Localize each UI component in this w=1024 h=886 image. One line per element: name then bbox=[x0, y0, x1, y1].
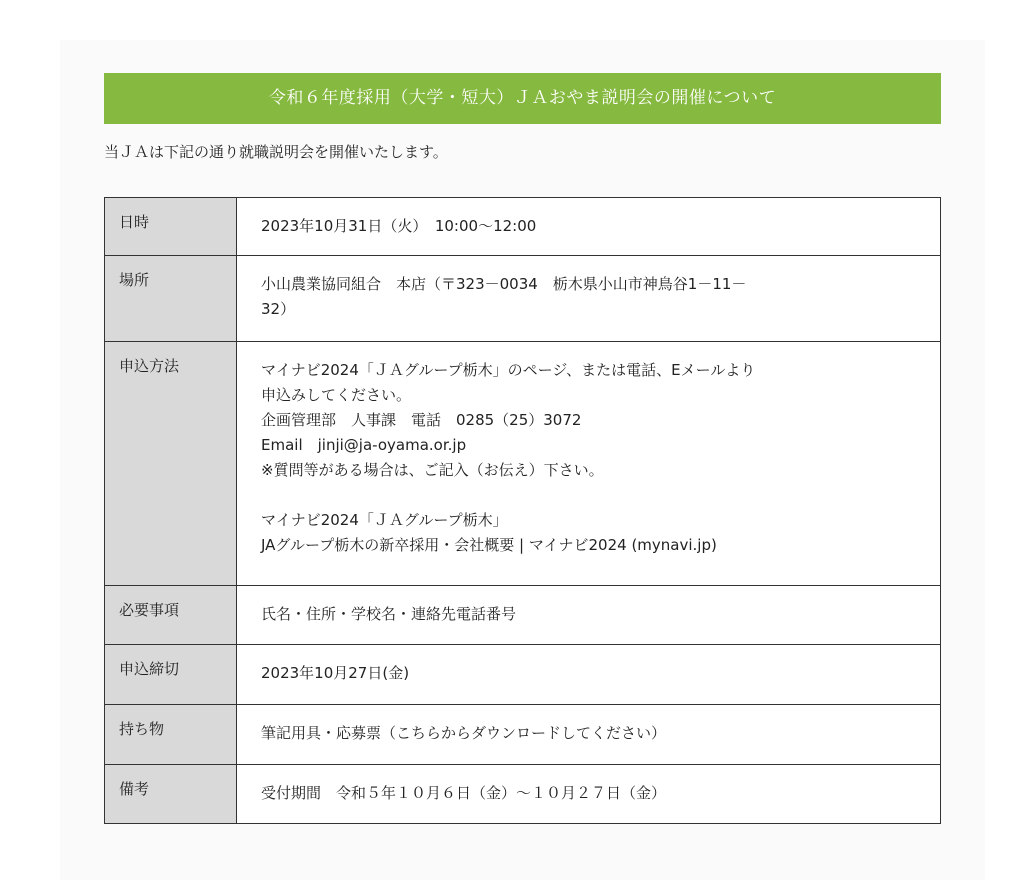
application-text-line-1: マイナビ2024「ＪＡグループ栃木」のページ、または電話、Eメールより bbox=[261, 361, 756, 379]
location-text-line-2: 32） bbox=[261, 300, 296, 318]
spacer bbox=[261, 483, 916, 508]
row-value bbox=[237, 645, 941, 705]
row-value bbox=[237, 586, 941, 645]
row-label: 必要事項 bbox=[105, 586, 237, 645]
row-value bbox=[237, 342, 941, 586]
page-title: 令和６年度採用（大学・短大）ＪＡおやま説明会の開催について bbox=[104, 73, 941, 124]
row-label: 申込方法 bbox=[105, 342, 237, 586]
row-label: 持ち物 bbox=[105, 705, 237, 765]
row-value bbox=[237, 765, 941, 824]
required-items-text: 氏名・住所・学校名・連絡先電話番号 bbox=[261, 605, 517, 623]
table-row-datetime bbox=[105, 198, 941, 256]
table-row-belongings bbox=[105, 705, 941, 765]
datetime-text: 2023年10月31日（火） 10:00～12:00 bbox=[261, 217, 537, 235]
row-label: 申込締切 bbox=[105, 645, 237, 705]
table-row-required-items bbox=[105, 586, 941, 645]
question-note: ※質問等がある場合は、ご記入（お伝え）下さい。 bbox=[261, 461, 604, 479]
event-info-table bbox=[104, 197, 941, 824]
email-text[interactable]: Email jinji@ja-oyama.or.jp bbox=[261, 436, 467, 454]
row-value bbox=[237, 198, 941, 256]
row-value bbox=[237, 705, 941, 765]
notes-text: 受付期間 令和５年１０月６日（金）～１０月２７日（金） bbox=[261, 784, 667, 802]
mynavi-link[interactable]: JAグループ栃木の新卒採用・会社概要 | マイナビ2024 (mynavi.jp) bbox=[261, 536, 717, 554]
row-value bbox=[237, 256, 941, 342]
application-text-line-2: 申込みしてください。 bbox=[261, 386, 412, 404]
row-label: 備考 bbox=[105, 765, 237, 824]
table-row-application-method bbox=[105, 342, 941, 586]
deadline-text: 2023年10月27日(金) bbox=[261, 664, 410, 682]
table-row-location bbox=[105, 256, 941, 342]
row-label: 場所 bbox=[105, 256, 237, 342]
phone-text: 企画管理部 人事課 電話 0285（25）3072 bbox=[261, 411, 582, 429]
location-text-line-1: 小山農業協同組合 本店（〒323－0034 栃木県小山市神鳥谷1－11－ bbox=[261, 275, 747, 293]
belongings-text[interactable]: 筆記用具・応募票（こちらからダウンロードしてください） bbox=[261, 724, 667, 742]
table-row-deadline bbox=[105, 645, 941, 705]
intro-text: 当ＪＡは下記の通り就職説明会を開催いたします。 bbox=[104, 143, 448, 161]
row-label: 日時 bbox=[105, 198, 237, 256]
table-row-notes bbox=[105, 765, 941, 824]
mynavi-label: マイナビ2024「ＪＡグループ栃木」 bbox=[261, 511, 508, 529]
